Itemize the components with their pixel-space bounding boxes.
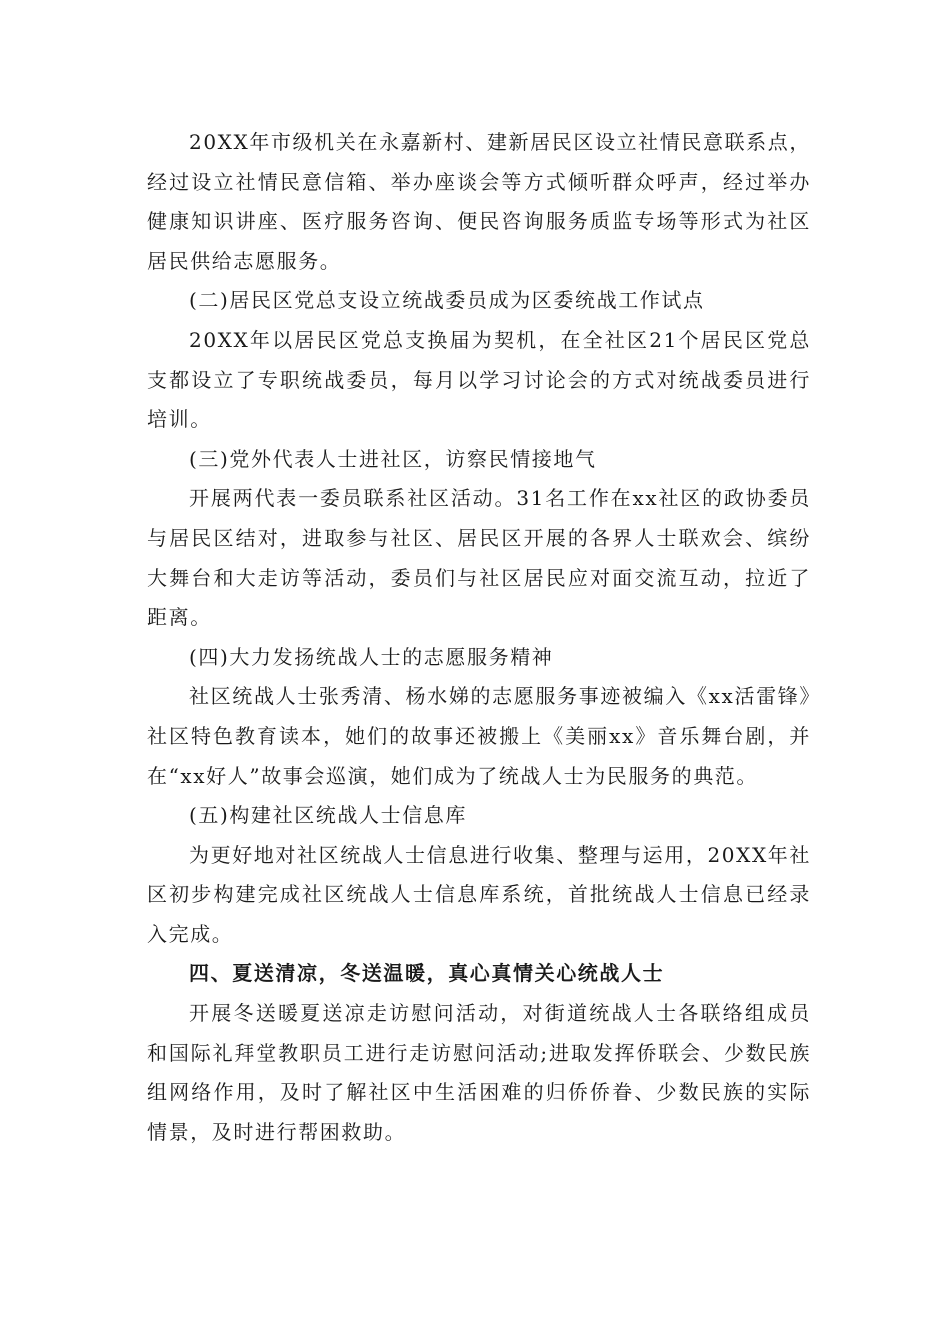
paragraph-volunteer-spirit: 社区统战人士张秀清、杨水娣的志愿服务事迹被编入《xx活雷锋》社区特色教育读本，她们的故事还被搬上《美丽xx》音乐舞台剧，并在“xx好人”故事会巡演，她们成为了统战人士为民服务的典范。 xyxy=(147,684,811,788)
section-heading-3: (三)党外代表人士进社区，访察民情接地气 xyxy=(189,446,597,471)
paragraph-database: 为更好地对社区统战人士信息进行收集、整理与运用，20XX年社区初步构建完成社区统战人士信息库系统，首批统战人士信息已经录入完成。 xyxy=(147,842,811,946)
paragraph-committee-members: 20XX年以居民区党总支换届为契机，在全社区21个居民区党总支都设立了专职统战委员，每月以学习讨论会的方式对统战委员进行培训。 xyxy=(147,327,811,432)
paragraph-representatives: 开展两代表一委员联系社区活动。31名工作在xx社区的政协委员与居民区结对，进取参与社区、居民区开展的各界人士联欢会、缤纷大舞台和大走访等活动，委员们与社区居民应对面交流互动，拉近了距离。 xyxy=(147,486,811,630)
paragraph-volunteer-service: 20XX年市级机关在永嘉新村、建新居民区设立社情民意联系点，经过设立社情民意信箱、举办座谈会等方式倾听群众呼声，经过举办健康知识讲座、医疗服务咨询、便民咨询服务质监专场等形式为社区居民供给志愿服务。 xyxy=(147,130,811,273)
section-heading-2: (二)居民区党总支设立统战委员成为区委统战工作试点 xyxy=(189,288,705,313)
document-body xyxy=(147,123,811,1152)
paragraph-visits: 开展冬送暖夏送凉走访慰问活动，对街道统战人士各联络组成员和国际礼拜堂教职员工进行走访慰问活动;进取发挥侨联会、少数民族组网络作用，及时了解社区中生活困难的归侨侨眷、少数民族的实际情景，及时进行帮困救助。 xyxy=(147,1001,811,1144)
chapter-heading-4: 四、夏送清凉，冬送温暖，真心真情关心统战人士 xyxy=(189,961,665,986)
section-heading-5: (五)构建社区统战人士信息库 xyxy=(189,803,468,828)
section-heading-4: (四)大力发扬统战人士的志愿服务精神 xyxy=(189,644,554,669)
